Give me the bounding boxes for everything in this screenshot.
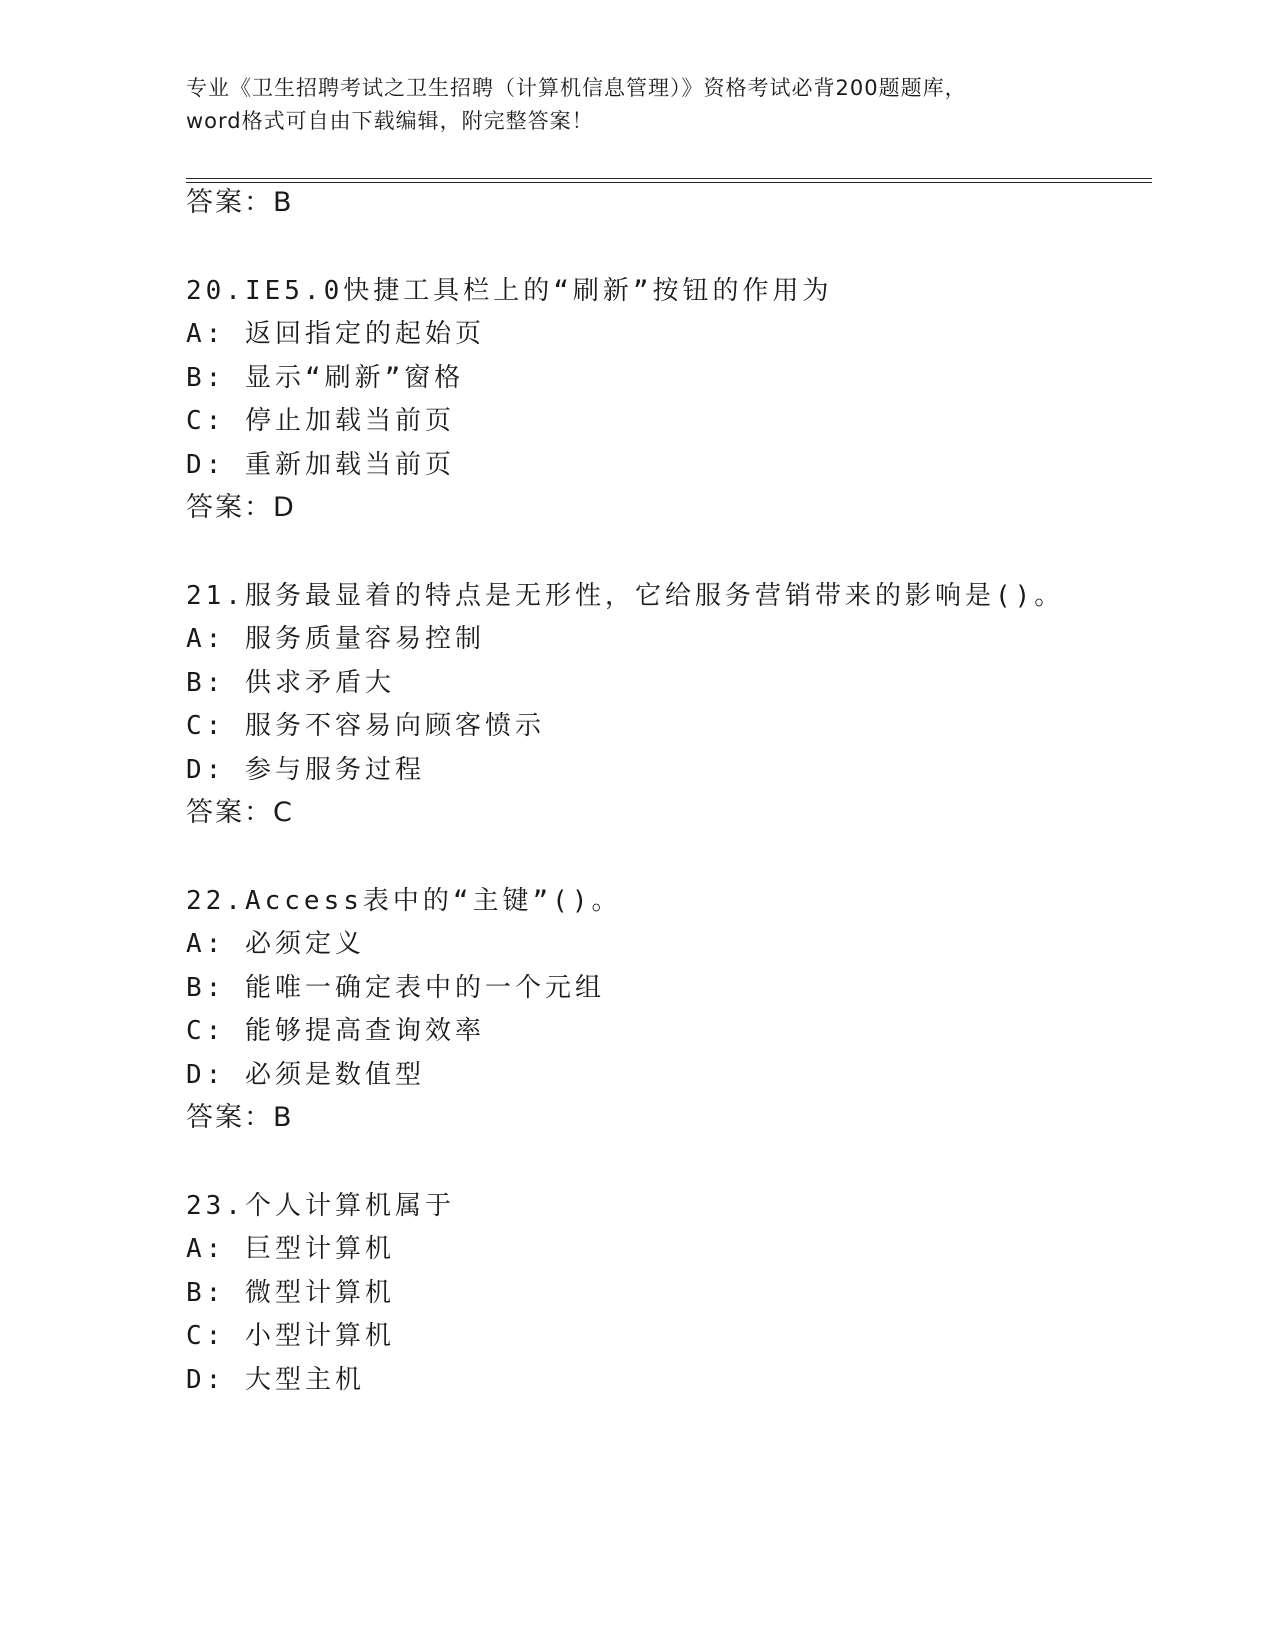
header-line-2: word格式可自由下载编辑，附完整答案！ — [186, 109, 594, 133]
question-22-answer: 答案：B — [186, 1102, 294, 1133]
question-20-option-d: D: 重新加载当前页 — [186, 450, 455, 480]
header-line-1: 专业《卫生招聘考试之卫生招聘（计算机信息管理）》资格考试必背200题题库， — [186, 76, 967, 100]
question-23-option-b: B: 微型计算机 — [186, 1278, 395, 1308]
question-22-option-b: B: 能唯一确定表中的一个元组 — [186, 973, 605, 1003]
question-23-option-a: A: 巨型计算机 — [186, 1234, 395, 1264]
question-20-option-b: B: 显示“刷新”窗格 — [186, 363, 465, 393]
question-22-option-d: D: 必须是数值型 — [186, 1060, 425, 1090]
question-20-option-a: A: 返回指定的起始页 — [186, 319, 485, 349]
question-20-option-c: C: 停止加载当前页 — [186, 406, 455, 436]
document-header — [186, 72, 1086, 138]
previous-answer: 答案：B — [186, 187, 294, 218]
question-22-stem: 22.Access表中的“主键”()。 — [186, 886, 622, 916]
question-23-stem: 23.个人计算机属于 — [186, 1191, 455, 1221]
question-23-option-d: D: 大型主机 — [186, 1365, 365, 1395]
header-divider-top — [186, 178, 1152, 179]
question-22-option-c: C: 能够提高查询效率 — [186, 1016, 485, 1046]
question-21-stem: 21.服务最显着的特点是无形性，它给服务营销带来的影响是()。 — [186, 581, 1065, 611]
question-20-stem: 20.IE5.0快捷工具栏上的“刷新”按钮的作用为 — [186, 276, 833, 306]
header-divider-bottom — [186, 182, 1152, 183]
question-20-answer: 答案：D — [186, 492, 296, 523]
question-21-option-d: D: 参与服务过程 — [186, 755, 425, 785]
question-21-option-a: A: 服务质量容易控制 — [186, 624, 485, 654]
question-22-option-a: A: 必须定义 — [186, 929, 365, 959]
question-23-option-c: C: 小型计算机 — [186, 1321, 395, 1351]
question-21-answer: 答案：C — [186, 797, 294, 828]
question-21-option-b: B: 供求矛盾大 — [186, 668, 395, 698]
question-21-option-c: C: 服务不容易向顾客愤示 — [186, 711, 545, 741]
